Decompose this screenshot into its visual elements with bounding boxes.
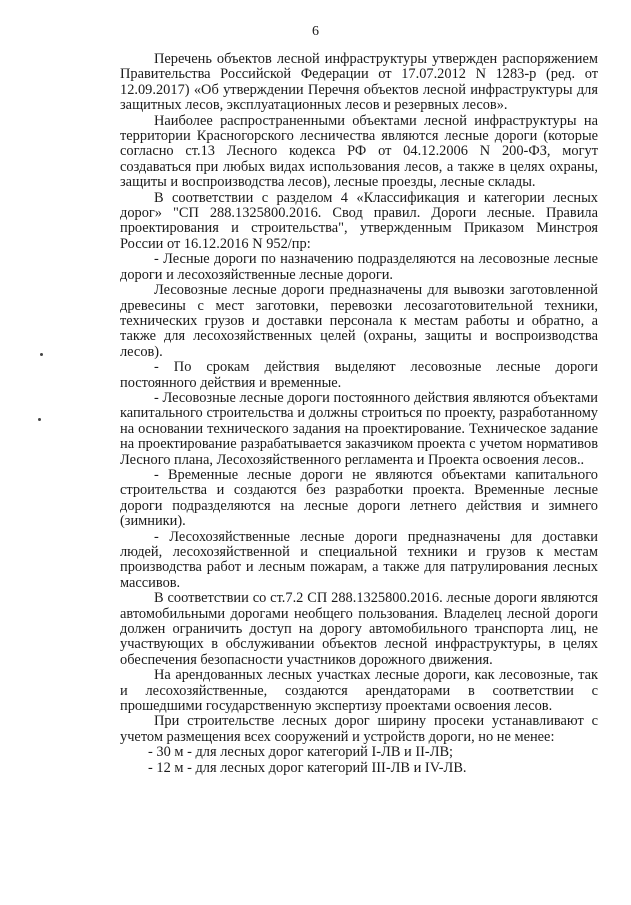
paragraph: - По срокам действия выделяют лесовозные лесные дороги постоянного действия и временные.: [120, 359, 598, 391]
paragraph: В соответствии с разделом 4 «Классификация и категории лесных дорог» "СП 288.1325800.2016. Свод правил. Дороги лесные. Правила проектирования и строительства", утвержденным Приказом Минстроя России от 16.12.2016 N 952/пр:: [120, 189, 598, 252]
paragraph: - Лесохозяйственные лесные дороги предназначены для доставки людей, лесохозяйственной и специальной техники и грузов к местам производства работ и лесным пожарам, а также для патрулирования лесных массивов.: [120, 528, 598, 591]
paragraph: Лесовозные лесные дороги предназначены для вывозки заготовленной древесины с мест заготовки, перевозки лесозаготовительной техники, технических грузов и доставки персонала к местам работы и обратно, а также для лесохозяйственных целей (охраны, защиты и воспроизводства лесов).: [120, 282, 598, 360]
scan-speck: [38, 418, 41, 421]
list-item: - 12 м - для лесных дорог категорий III-ЛВ и IV-ЛВ.: [148, 759, 467, 776]
paragraph: - Временные лесные дороги не являются объектами капитального строительства и создаются без разработки проекта. Временные лесные дороги подразделяются на лесные дороги летнего действия и зимнего (зимники).: [120, 466, 598, 530]
page-number: 6: [312, 24, 319, 39]
paragraph: Наиболее распространенными объектами лесной инфраструктуры на территории Красногорского лесничества являются лесные дороги (которые согласно ст.13 Лесного кодекса РФ от 04.12.2006 N 200-ФЗ, могут создаваться при любых видах использования лесов, а также в целях охраны, защиты и воспроизводства лесов), лесные проезды, лесные склады.: [120, 112, 598, 191]
list-item: - 30 м - для лесных дорог категорий I-ЛВ и II-ЛВ;: [148, 744, 454, 761]
paragraph: - Лесные дороги по назначению подразделяются на лесовозные лесные дороги и лесохозяйственные лесные дороги.: [120, 251, 598, 283]
paragraph: На арендованных лесных участках лесные дороги, как лесовозные, так и лесохозяйственные, создаются арендаторами в соответствии с прошедшими государственную экспертизу проектами освоения лесов.: [120, 667, 598, 715]
paragraph: - Лесовозные лесные дороги постоянного действия являются объектами капитального строительства и должны строиться по проекту, разработанному на основании технического задания на проектирование. Техническое задание на проектирование разрабатывается заказчиком проекта с учетом нормативов Лесного плана, Лесохозяйственного регламента и Проекта освоения лесов..: [120, 389, 598, 468]
paragraph: В соответствии со ст.7.2 СП 288.1325800.2016. лесные дороги являются автомобильными дорогами необщего пользования. Владелец лесной дороги должен ограничить доступ на дорогу автомобильного транспорта лиц, не участвующих в обслуживании объектов лесной инфраструктуры, в целях обеспечения безопасности участников дорожного движения.: [120, 590, 598, 668]
paragraph: При строительстве лесных дорог ширину просеки устанавливают с учетом размещения всех сооружений и устройств дороги, но не менее:: [120, 713, 598, 745]
document-body: [120, 52, 598, 776]
paragraph: Перечень объектов лесной инфраструктуры утвержден распоряжением Правительства Российской Федерации от 17.07.2012 N 1283-р (ред. от 12.09.2017) «Об утверждении Перечня объектов лесной инфраструктуры для защитных лесов, эксплуатационных лесов и резервных лесов».: [120, 51, 598, 114]
scan-speck: [40, 353, 43, 356]
